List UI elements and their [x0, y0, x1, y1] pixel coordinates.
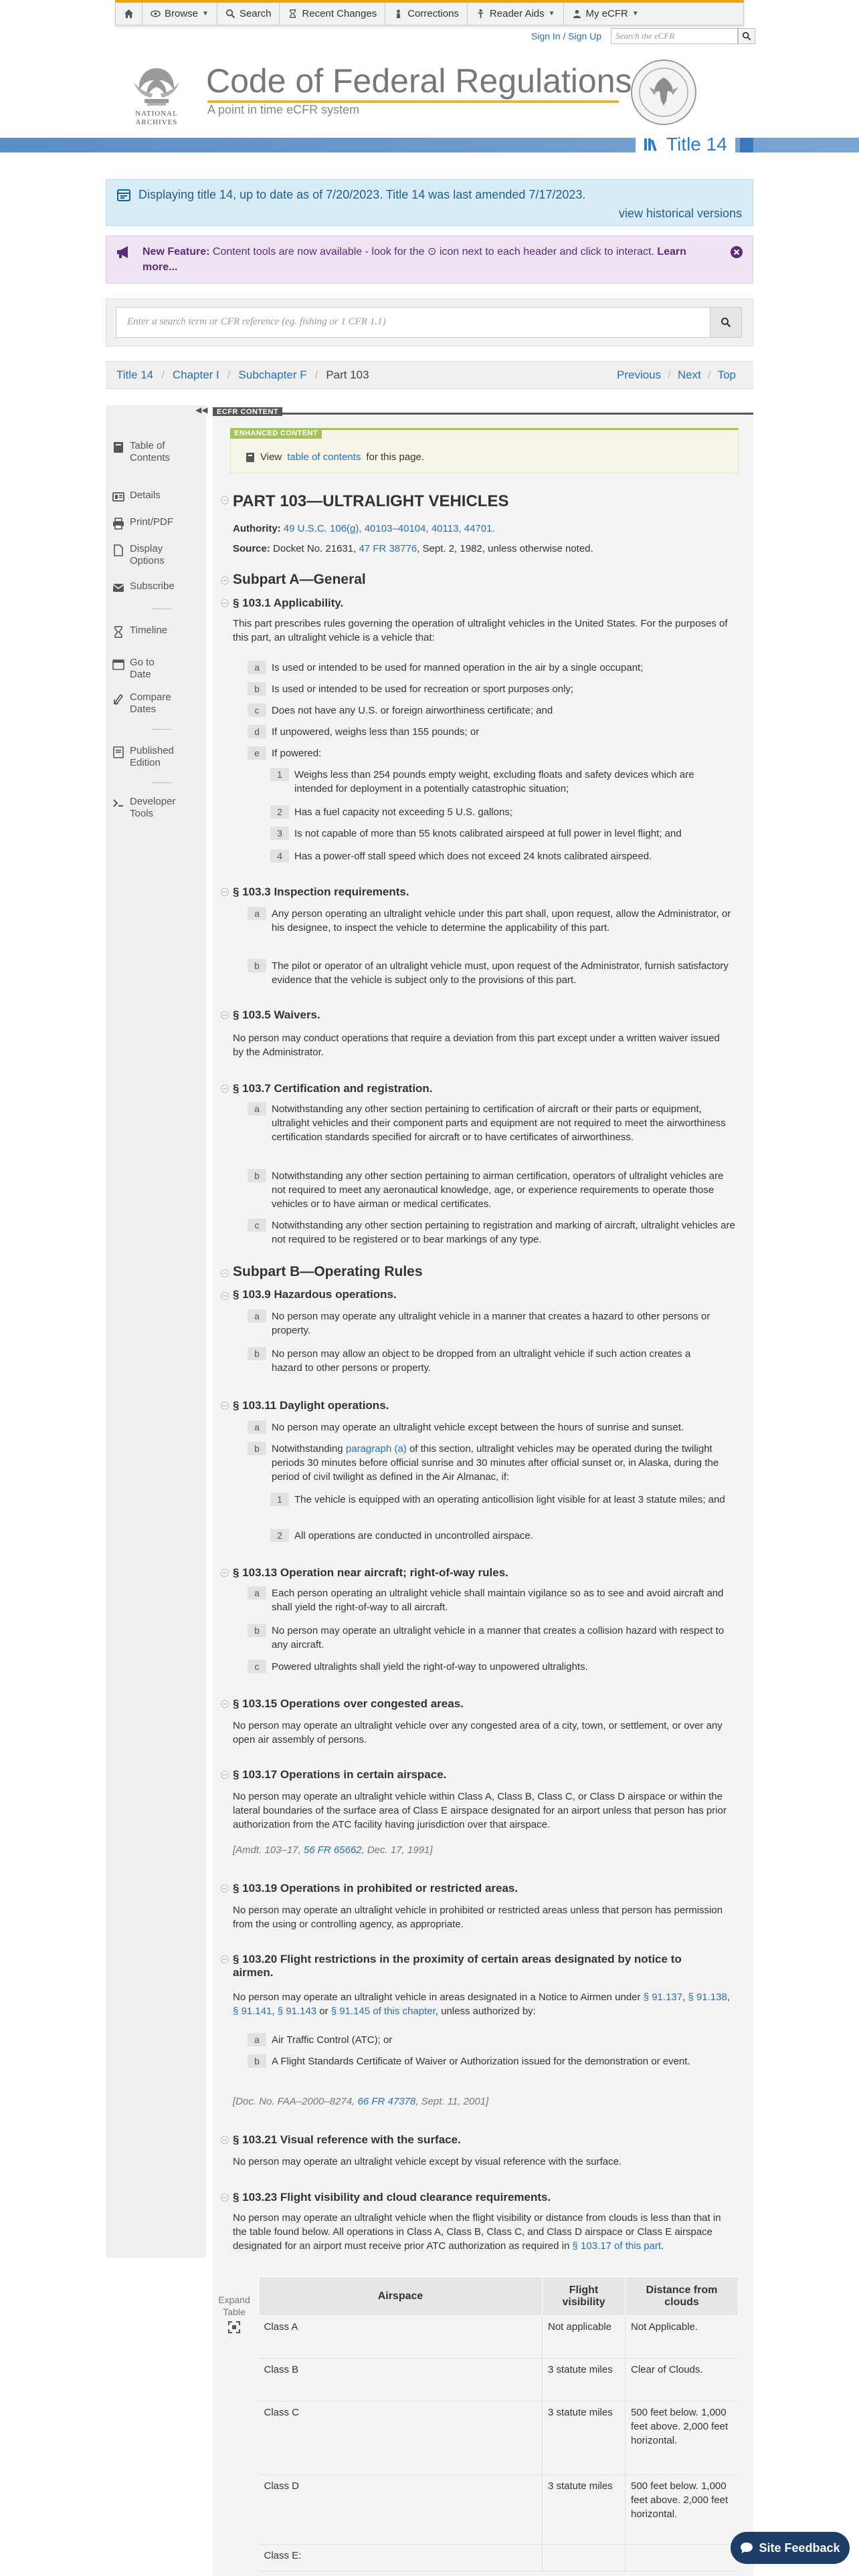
sidebar-item-label: Table of Contents: [130, 440, 171, 463]
sidebar-item-label: Published Edition: [130, 745, 174, 768]
section-103-21-text: No person may operate an ultralight vehicle except by visual reference with the surface.: [233, 2156, 622, 2167]
next-link[interactable]: Next: [677, 368, 701, 381]
content-tools-icon[interactable]: [221, 1292, 229, 1300]
section-103-9-heading: § 103.9 Hazardous operations.: [233, 1288, 397, 1301]
sidebar-item-label: Compare Dates: [130, 691, 171, 715]
section-103-20-text: No person may operate an ultralight vehicle in areas designated in a Notice to Airmen under § 91.137, § 91.138, § 91.141, § 91.143 or § 91.145 of this chapter, unless authorized by:: [233, 1992, 731, 2017]
paragraph-label: c: [248, 1218, 266, 1232]
table-cell: Class C: [259, 2401, 543, 2475]
user-icon: [572, 9, 582, 19]
content-tools-icon: ⊙: [427, 246, 437, 257]
content-tools-icon[interactable]: [221, 1402, 229, 1410]
paragraph: [248, 682, 573, 696]
citation-link[interactable]: 56 FR 65662: [303, 1844, 362, 1856]
title-tag-label: Title 14: [666, 134, 727, 154]
table-cell: Not applicable: [543, 2316, 626, 2359]
info-alert: [106, 179, 753, 226]
table-row: [259, 2401, 739, 2475]
paragraph-text: Notwithstanding any other section pertaining to registration and marking of aircraft, ultralight vehicles are not required to be registered or to bear markings of any type.: [272, 1220, 735, 1245]
top-link[interactable]: Top: [717, 368, 736, 381]
source-link[interactable]: 47 FR 38776: [359, 543, 417, 554]
my-ecfr-menu[interactable]: [564, 3, 647, 25]
content-tools-icon[interactable]: [221, 1771, 229, 1779]
text-part: No person may operate an ultralight vehicle in areas designated in a Notice to Airmen under: [233, 1992, 644, 2003]
text-part: No person may operate an ultralight vehicle when the flight visibility or distance from clouds is less than that in the table found below. All operations in Class A, Class B, Class C, and Class D airspace or Class E airspace designated for an airport must receive prior ATC authorization as required in: [233, 2212, 721, 2252]
link-91-138[interactable]: § 91.138: [688, 1992, 727, 2003]
reader-icon: [476, 9, 486, 19]
browse-label: Browse: [165, 8, 199, 19]
part-title: PART 103—ULTRALIGHT VEHICLES: [233, 492, 509, 510]
table-cell: 3 statute miles: [543, 2475, 626, 2545]
sidebar-divider: [151, 729, 171, 730]
corrections-menu[interactable]: [385, 3, 468, 25]
content-tools-icon[interactable]: [221, 1700, 229, 1708]
expand-table-button[interactable]: [215, 2294, 253, 2337]
home-link[interactable]: [116, 3, 142, 25]
view-label: View: [260, 451, 282, 463]
paragraph-text: No person may operate an ultralight vehicle in a manner that creates a collision hazard with respect to any aircraft.: [272, 1625, 725, 1650]
section-103-1-intro: This part prescribes rules governing the operation of ultralight vehicles in the United States. For the purposes of this part, an ultralight vehicle is a vehicle that:: [233, 618, 728, 643]
section-103-20-heading: [233, 1953, 682, 1979]
paragraph-label: 2: [270, 805, 289, 819]
source-text-2: , Sept. 2, 1982, unless otherwise noted.: [417, 543, 593, 554]
table-cell: Clear of Clouds.: [626, 2359, 739, 2401]
content-tools-icon[interactable]: [221, 1885, 229, 1893]
paragraph-label: b: [248, 2054, 266, 2068]
authority-label: Authority:: [233, 523, 281, 534]
breadcrumb-separator: /: [314, 368, 318, 381]
books-icon: [644, 137, 661, 152]
paragraph-text-part: of this section, ultralight vehicles may be operated during the twilight periods 30 minutes before official sunrise and 30 minutes after official sunset or, in Alaska, during the period of civil twilight as defined in the Air Almanac, if:: [272, 1443, 719, 1483]
breadcrumb-separator: /: [227, 368, 231, 381]
search-icon: [742, 31, 751, 41]
paragraph-text: No person may allow an object to be dropped from an ultralight vehicle if such action creates a hazard to other persons or property.: [272, 1348, 691, 1374]
section-103-20-citation: [233, 2096, 488, 2107]
enhanced-content-tag: ENHANCED CONTENT: [230, 428, 322, 439]
paragraph-text: No person may operate any ultralight vehicle in a manner that creates a hazard to other persons or property.: [272, 1311, 710, 1336]
calendar-icon: [117, 188, 130, 201]
paragraph-label: e: [248, 746, 266, 760]
text-part: , unless authorized by:: [435, 2006, 536, 2017]
sidebar-item-label: Display Options: [130, 543, 165, 566]
breadcrumb-separator: /: [161, 368, 165, 381]
sidebar-item-published-edition[interactable]: [112, 745, 190, 769]
section-103-23-heading: § 103.23 Flight visibility and cloud clearance requirements.: [233, 2191, 551, 2204]
feature-alert-message: [142, 244, 691, 275]
details-icon: [112, 491, 124, 503]
paragraph-label: a: [248, 1586, 266, 1600]
breadcrumb-title[interactable]: Title 14: [116, 368, 154, 381]
main-search-button[interactable]: [710, 307, 742, 338]
citation-text: , Sept. 11, 2001]: [415, 2096, 489, 2107]
feature-text-1: Content tools are now available - look for the: [209, 246, 427, 257]
reader-aids-label: Reader Aids: [489, 8, 545, 19]
table-cell: Not Applicable.: [626, 2316, 739, 2359]
column-header-flight-visibility: Flight visibility: [543, 2277, 626, 2316]
sidebar-item-display-options[interactable]: [112, 543, 183, 567]
feature-text-2: icon next to each header and click to interact.: [436, 246, 658, 257]
section-103-11-heading: § 103.11 Daylight operations.: [233, 1399, 389, 1412]
sidebar-item-compare-dates[interactable]: [112, 691, 183, 716]
table-cell: 500 feet below. 1,000 feet above. 2,000 feet horizontal.: [626, 2401, 739, 2475]
paragraph: [248, 725, 479, 739]
table-row: [259, 2316, 739, 2359]
paragraph-label: b: [248, 959, 266, 972]
sidebar-item-developer-tools[interactable]: [112, 796, 190, 820]
enhanced-content-text: [246, 451, 424, 463]
hourglass-icon: [288, 9, 298, 19]
feature-label: New Feature:: [142, 246, 210, 257]
sidebar-item-details[interactable]: [112, 490, 161, 503]
corrections-label: Corrections: [407, 8, 459, 19]
link-91-137-prefix[interactable]: §: [643, 1992, 650, 2003]
view-rest-label: for this page.: [366, 451, 425, 463]
breadcrumb: [106, 361, 753, 389]
paragraph-text: If powered:: [272, 748, 322, 759]
site-feedback-label: Site Feedback: [759, 2541, 840, 2555]
paragraph-label: 1: [270, 1493, 289, 1506]
source: [233, 542, 593, 556]
paragraph-label: a: [248, 661, 266, 674]
table-cell: Class E:: [259, 2545, 543, 2571]
subpart-a-heading: Subpart A—General: [233, 572, 366, 587]
title-tag: [636, 132, 735, 156]
sidebar-item-label: Subscribe: [130, 580, 175, 592]
paragraph-text: Weighs less than 254 pounds empty weight, excluding floats and safety devices which are intended for deployment in a potentially catastrophic situation;: [294, 769, 694, 794]
source-label: Source:: [233, 543, 270, 554]
paragraph-text: A Flight Standards Certificate of Waiver or Authorization issued for the demonstration or event.: [272, 2056, 690, 2067]
content-tools-icon[interactable]: [221, 496, 229, 504]
paragraph-text: No person may operate an ultralight vehicle except between the hours of sunrise and sunset.: [272, 1422, 684, 1433]
site-subtitle: A point in time eCFR system: [207, 103, 360, 116]
paragraph-text: Is used or intended to be used for manned operation in the air by a single occupant;: [272, 662, 644, 673]
search-icon: [225, 9, 235, 19]
subpart-b-heading: Subpart B—Operating Rules: [233, 1264, 423, 1279]
info-alert-message: Displaying title 14, up to date as of 7/20/2023. Title 14 was last amended 7/17/2023.: [138, 188, 586, 201]
main-search-input[interactable]: Enter a search term or CFR reference (eg. fishing or 1 CFR 1.1): [116, 307, 718, 338]
paragraph: [270, 1493, 732, 1507]
site-feedback-button[interactable]: [731, 2532, 850, 2564]
content-tools-icon[interactable]: [221, 599, 229, 607]
paragraph-text: The vehicle is equipped with an operating anticollision light visible for at least 3 statute miles; and: [294, 1494, 725, 1505]
content-tools-icon[interactable]: [221, 1569, 229, 1577]
breadcrumb-chapter[interactable]: Chapter I: [172, 368, 219, 381]
na-line-1: NATIONAL: [135, 110, 178, 118]
section-103-20-title-line-1: § 103.20 Flight restrictions in the proximity of certain areas designated by notice to: [233, 1953, 682, 1965]
paragraph-label: c: [248, 1660, 266, 1673]
national-archives-text: [124, 110, 189, 127]
paragraph: [248, 1660, 588, 1674]
paragraph-text: If unpowered, weighs less than 155 pounds; or: [272, 726, 480, 738]
paragraph-label: 3: [270, 827, 289, 840]
content-tools-icon[interactable]: [221, 2193, 229, 2202]
paragraph-label: b: [248, 682, 266, 695]
paragraph-label: a: [248, 907, 266, 920]
sidebar-divider: [151, 782, 171, 783]
chevron-down-icon: ▼: [548, 10, 555, 17]
paragraph: [248, 2054, 729, 2068]
home-icon: [124, 9, 134, 19]
book-icon: [112, 746, 124, 758]
citation-text: [Doc. No. FAA–2000–8274,: [233, 2096, 358, 2107]
paragraph: [270, 849, 652, 863]
link-91-141[interactable]: § 91.141: [233, 2006, 272, 2017]
table-cell: Class B: [259, 2359, 543, 2401]
browse-menu[interactable]: [142, 3, 217, 25]
paragraph-text: Does not have any U.S. or foreign airworthiness certificate; and: [272, 705, 553, 716]
paragraph-label: d: [248, 725, 266, 738]
compare-icon: [112, 693, 124, 705]
previous-link[interactable]: Previous: [617, 368, 662, 381]
paragraph-text: Powered ultralights shall yield the right-of-way to unpowered ultralights.: [272, 1661, 588, 1673]
section-103-17-text: No person may operate an ultralight vehicle within Class A, Class B, Class C, or Class D airspace or within the lateral boundaries of the surface area of Class E airspace designated for an airport unless that person has prior authorization from the ATC facility having jurisdiction over that airspace.: [233, 1791, 727, 1830]
table-row: [259, 2545, 739, 2571]
paragraph: [270, 827, 682, 841]
authority: [233, 522, 495, 536]
view-historical-versions-link[interactable]: view historical versions: [618, 207, 742, 220]
table-cell: [626, 2545, 739, 2571]
search-label: Search: [239, 8, 272, 19]
sidebar: [106, 405, 206, 2258]
title-bar-end: [740, 138, 753, 152]
terminal-icon: [112, 797, 124, 809]
section-103-1-heading: § 103.1 Applicability.: [233, 597, 344, 609]
paragraph: [270, 768, 732, 796]
close-icon[interactable]: [730, 245, 743, 259]
enhanced-content-box: [230, 428, 739, 473]
table-cell: 3 statute miles: [543, 2401, 626, 2475]
section-103-20-title-line-2: airmen.: [233, 1966, 274, 1979]
document-icon: [112, 544, 124, 556]
expand-table-label: Expand Table: [218, 2294, 250, 2317]
feature-alert: [106, 235, 753, 284]
hourglass-icon: [112, 626, 124, 638]
paragraph-text: Notwithstanding any other section pertaining to airman certification, operators of ultralight vehicles are not required to meet any aeronautical knowledge, age, or experience requirements to operate those vehicles or to have airman or medical certificates.: [272, 1170, 724, 1210]
pager-separator: /: [668, 368, 671, 381]
person-icon: [393, 9, 403, 19]
source-text-1: Docket No. 21631,: [273, 543, 357, 554]
recent-changes-label: Recent Changes: [302, 8, 377, 19]
paragraph-text: All operations are conducted in uncontrolled airspace.: [294, 1530, 533, 1541]
section-103-17-citation: [233, 1844, 433, 1856]
paragraph-label: a: [248, 1102, 266, 1115]
paragraph-text: Each person operating an ultralight vehicle shall maintain vigilance so as to see and avoid aircraft and shall yield the right-of-way to all aircraft.: [272, 1588, 724, 1613]
paragraph: [270, 805, 512, 819]
table-cell: [543, 2545, 626, 2571]
paragraph: [248, 2033, 392, 2047]
book-icon: [246, 452, 255, 463]
paragraph-text: Air Traffic Control (ATC); or: [272, 2034, 393, 2046]
print-icon: [112, 518, 124, 530]
sidebar-item-toc[interactable]: [112, 440, 190, 464]
sidebar-item-label: Developer Tools: [130, 796, 176, 819]
top-navigation: [115, 0, 744, 25]
content-tab: [213, 405, 753, 415]
sidebar-item-timeline[interactable]: [112, 625, 167, 638]
section-103-15-text: No person may operate an ultralight vehicle over any congested area of a city, town, or settlement, or over any open air assembly of persons.: [233, 1720, 723, 1745]
visibility-table: [258, 2276, 739, 2571]
book-icon: [112, 441, 124, 453]
table-header-row: [259, 2277, 739, 2316]
toc-link[interactable]: table of contents: [287, 451, 361, 463]
expand-icon: [227, 2321, 241, 2334]
content-tools-icon[interactable]: [221, 1955, 229, 1963]
content-tools-icon[interactable]: [221, 1269, 229, 1277]
paragraph: [248, 1624, 729, 1652]
paragraph: [248, 1442, 736, 1484]
chevron-down-icon: ▼: [632, 10, 639, 17]
paragraph-label: a: [248, 2033, 266, 2046]
paragraph-text: Has a fuel capacity not exceeding 5 U.S. gallons;: [294, 807, 513, 818]
utility-bar: [531, 28, 755, 44]
section-103-5-text: No person may conduct operations that require a deviation from this part except under a written waiver issued by the Administrator.: [233, 1033, 720, 1058]
breadcrumb-subchapter[interactable]: Subchapter F: [238, 368, 307, 381]
pager: [610, 368, 743, 382]
section-103-19-heading: § 103.19 Operations in prohibited or restricted areas.: [233, 1882, 518, 1895]
megaphone-icon: [116, 245, 132, 259]
section-103-23-text: No person may operate an ultralight vehicle when the flight visibility or distance from clouds is less than that in the table found below. All operations in Class A, Class B, Class C, and Class D airspace or Class E airspace designated for an airport must receive prior ATC authorization as required in § 103.17 of this part.: [233, 2212, 721, 2252]
paragraph-text: Is not capable of more than 55 knots calibrated airspeed at full power in level flight; and: [294, 828, 682, 839]
paragraph-label: 4: [270, 849, 289, 863]
table-cell: 3 statute miles: [543, 2359, 626, 2401]
paragraph: [248, 704, 553, 718]
search-icon: [721, 317, 731, 328]
learn-more-link[interactable]: Learn more...: [142, 246, 686, 273]
paragraph: [248, 1309, 716, 1337]
paragraph-label: c: [248, 704, 266, 717]
paragraph-label: b: [248, 1624, 266, 1637]
paragraph: [248, 746, 321, 760]
na-line-2: ARCHIVES: [135, 118, 178, 126]
section-103-3-heading: § 103.3 Inspection requirements.: [233, 885, 409, 898]
pager-separator: /: [707, 368, 711, 381]
header-search-button[interactable]: [738, 28, 755, 44]
content-tools-icon[interactable]: [221, 888, 229, 896]
paragraph-a-link[interactable]: paragraph (a): [345, 1443, 407, 1455]
breadcrumb-part: Part 103: [326, 368, 369, 381]
paragraph: [248, 1169, 736, 1211]
paragraph-label: b: [248, 1347, 266, 1360]
table-cell: 500 feet below. 1,000 feet above. 2,000 feet horizontal.: [626, 2475, 739, 2545]
section-103-17-heading: § 103.17 Operations in certain airspace.: [233, 1768, 447, 1781]
paragraph: [248, 661, 643, 675]
section-103-13-heading: § 103.13 Operation near aircraft; right-of-way rules.: [233, 1566, 508, 1579]
section-103-5-heading: § 103.5 Waivers.: [233, 1008, 320, 1021]
table-row: [259, 2475, 739, 2545]
main-search-panel: [106, 298, 753, 346]
table-row: [259, 2359, 739, 2401]
paragraph-label: 1: [270, 768, 289, 781]
link-91-145[interactable]: § 91.145 of this chapter: [330, 2006, 436, 2017]
section-103-21-heading: § 103.21 Visual reference with the surface.: [233, 2133, 461, 2146]
chevron-down-icon: ▼: [202, 10, 209, 17]
recent-changes-menu[interactable]: [280, 3, 385, 25]
link-103-17[interactable]: § 103.17 of this part: [572, 2240, 662, 2252]
paragraph-text: Has a power-off stall speed which does not exceed 24 knots calibrated airspeed.: [294, 851, 652, 862]
paragraph-text: Notwithstanding any other section pertaining to certification of aircraft or their parts or equipment, ultralight vehicles and their component parts and equipment are not required to meet the airworthiness certification standards specified for aircraft or to have certificates of airworthiness.: [272, 1103, 726, 1143]
paragraph-text-part: Notwithstanding: [272, 1443, 346, 1455]
table-cell: Class D: [259, 2475, 543, 2545]
paragraph: [248, 1586, 729, 1614]
sidebar-item-label: Details: [130, 490, 161, 501]
column-header-distance: Distance from clouds: [626, 2277, 739, 2316]
sidebar-item-label: Timeline: [130, 625, 168, 636]
paragraph-label: a: [248, 1420, 266, 1434]
site-title[interactable]: Code of Federal Regulations: [206, 62, 632, 100]
text-part: or: [316, 2006, 331, 2017]
content-tab-label: ECFR CONTENT: [213, 407, 282, 417]
paragraph: [248, 1347, 716, 1375]
table-cell: Class A: [259, 2316, 543, 2359]
paragraph: [248, 1218, 736, 1247]
link-91-137[interactable]: 91.137: [652, 1992, 683, 2003]
content-tools-icon[interactable]: [221, 1085, 229, 1093]
paragraph: [248, 907, 736, 935]
sidebar-item-print[interactable]: [112, 516, 173, 530]
paragraph: [270, 1529, 533, 1543]
sidebar-item-subscribe[interactable]: [112, 580, 175, 594]
citation-text: , Dec. 17, 1991]: [361, 1844, 433, 1856]
header-search-input[interactable]: Search the eCFR: [611, 28, 738, 44]
chat-bubble-icon: [740, 2542, 753, 2554]
reader-aids-menu[interactable]: [468, 3, 564, 25]
federal-register-seal: [630, 59, 697, 126]
sidebar-item-label: Go to Date: [130, 657, 155, 680]
my-ecfr-label: My eCFR: [585, 8, 628, 19]
content-tools-icon[interactable]: [221, 2136, 229, 2144]
paragraph-text: Any person operating an ultralight vehicle under this part shall, upon request, allow the Administrator, or his designee, to inspect the vehicle to determine the applicability of this part.: [272, 908, 731, 934]
section-103-15-heading: § 103.15 Operations over congested areas.: [233, 1697, 464, 1710]
paragraph-text: [272, 1442, 736, 1484]
content-tools-icon[interactable]: [221, 576, 229, 584]
signin-link[interactable]: Sign In / Sign Up: [531, 31, 602, 41]
paragraph-text: The pilot or operator of an ultralight vehicle must, upon request of the Administrator, furnish satisfactory evidence that the vehicle is subject only to the provisions of this part.: [272, 960, 729, 986]
eye-icon: [151, 9, 161, 19]
link-91-143[interactable]: § 91.143: [277, 2006, 317, 2017]
search-menu[interactable]: [217, 3, 280, 25]
paragraph: [248, 959, 736, 987]
section-103-19-text: No person may operate an ultralight vehicle in prohibited or restricted areas unless that person has permission from the using or controlling agency, as appropriate.: [233, 1905, 723, 1930]
paragraph: [248, 1420, 684, 1434]
citation-text: [Amdt. 103–17,: [233, 1844, 304, 1856]
section-103-7-heading: § 103.7 Certification and registration.: [233, 1082, 433, 1095]
paragraph-text: Is used or intended to be used for recreation or sport purposes only;: [272, 683, 574, 695]
collapse-sidebar-icon[interactable]: ◀◀: [195, 405, 208, 415]
paragraph-label: a: [248, 1309, 266, 1323]
paragraph: [248, 1102, 736, 1144]
sidebar-item-go-to-date[interactable]: [112, 657, 170, 681]
sidebar-item-label: Print/PDF: [130, 516, 174, 528]
content-tools-icon[interactable]: [221, 1011, 229, 1019]
citation-link[interactable]: 66 FR 47378: [357, 2096, 416, 2107]
paragraph-label: b: [248, 1442, 266, 1455]
authority-links[interactable]: 49 U.S.C. 106(g), 40103–40104, 40113, 44701.: [283, 523, 495, 534]
envelope-icon: [112, 582, 124, 594]
calendar-icon: [112, 658, 124, 670]
column-header-airspace: Airspace: [259, 2277, 543, 2316]
paragraph-label: 2: [270, 1529, 289, 1542]
paragraph-label: b: [248, 1169, 266, 1182]
